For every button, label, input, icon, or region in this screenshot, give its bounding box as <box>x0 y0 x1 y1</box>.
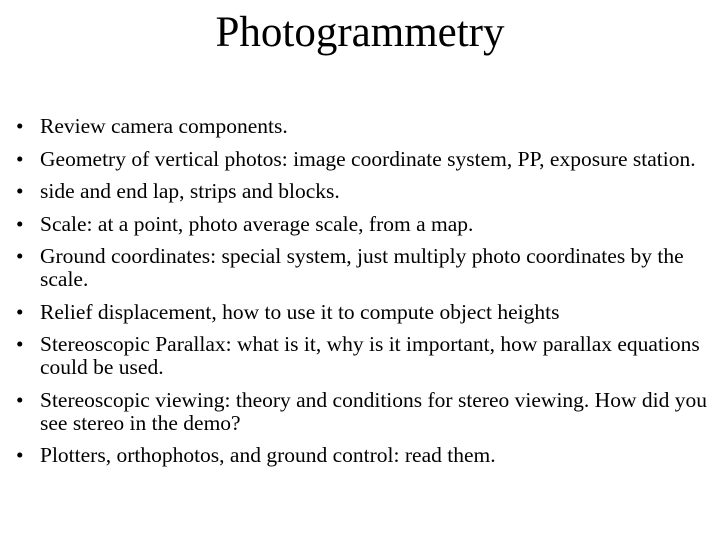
bullet-text: Geometry of vertical photos: image coordinate system, PP, exposure station. <box>40 146 696 171</box>
bullet-text: Ground coordinates: special system, just multiply photo coordinates by the scale. <box>40 244 684 291</box>
bullet-text: Review camera components. <box>40 114 288 138</box>
list-item <box>16 245 712 291</box>
bullet-text: Relief displacement, how to use it to compute object heights <box>40 299 560 324</box>
bullet-text: Stereoscopic viewing: theory and conditions for stereo viewing. How did you see stereo in the demo? <box>40 387 707 435</box>
bullet-icon: • <box>16 146 24 171</box>
bullet-icon: • <box>16 114 24 138</box>
bullet-text: Plotters, orthophotos, and ground control: read them. <box>40 443 496 467</box>
list-item <box>16 180 712 203</box>
bullet-text: side and end lap, strips and blocks. <box>40 179 340 203</box>
bullet-icon: • <box>16 387 24 412</box>
list-item <box>16 213 712 236</box>
bullet-icon: • <box>16 299 24 324</box>
bullet-icon: • <box>16 211 24 236</box>
slide-title: Photogrammetry <box>215 9 505 56</box>
bullet-icon: • <box>16 443 24 467</box>
bullet-icon: • <box>16 179 24 203</box>
bullet-text: Stereoscopic Parallax: what is it, why is it important, how parallax equations could be used. <box>40 332 700 379</box>
list-item <box>16 115 712 138</box>
list-item <box>16 389 712 435</box>
list-item <box>16 333 712 379</box>
bullet-list <box>16 115 712 467</box>
bullet-icon: • <box>16 332 24 356</box>
bullet-icon: • <box>16 244 24 268</box>
bullet-text: Scale: at a point, photo average scale, from a map. <box>40 211 474 236</box>
list-item <box>16 148 712 171</box>
list-item <box>16 444 712 467</box>
list-item <box>16 301 712 324</box>
